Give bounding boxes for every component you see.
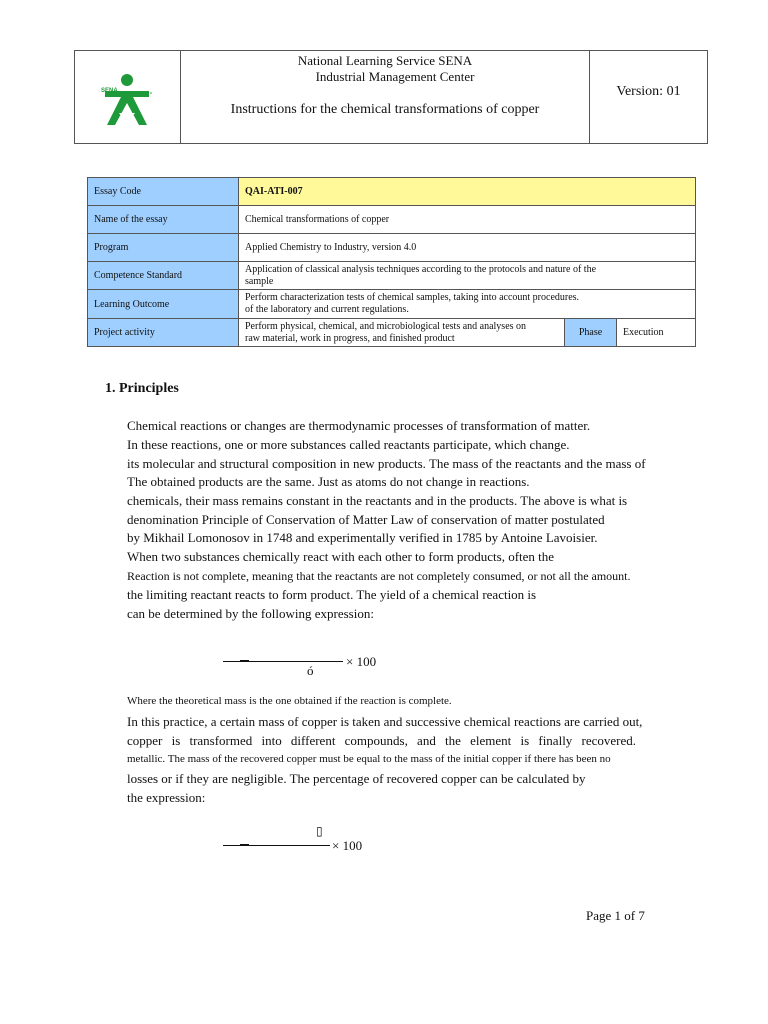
paragraph-line: In this practice, a certain mass of copper is taken and successive chemical reactions are carried out, — [127, 714, 643, 729]
phase-label: Phase — [565, 319, 617, 347]
program-label: Program — [88, 234, 239, 262]
formula-2-symbol: ▯ — [316, 824, 323, 838]
paragraph-line: its molecular and structural composition in new products. The mass of the reactants and the mass of — [127, 456, 646, 471]
paragraph-line: denomination Principle of Conservation of Matter Law of conservation of matter postulated — [127, 512, 605, 527]
section-heading: 1. Principles — [105, 381, 179, 396]
competence-line-1: Application of classical analysis techniques according to the protocols and nature of the — [245, 263, 597, 275]
document-header — [74, 50, 708, 144]
activity-value — [239, 319, 565, 347]
essay-name-value: Chemical transformations of copper — [239, 206, 696, 234]
paragraph-line: copper is transformed into different compounds, and the element is finally recovered. — [127, 733, 636, 748]
theoretical-note: Where the theoretical mass is the one obtained if the reaction is complete. — [127, 695, 452, 707]
phase-value: Execution — [617, 319, 696, 347]
paragraph-line: the expression: — [127, 790, 206, 805]
center-name: Industrial Management Center — [315, 69, 475, 84]
paragraph-line: the limiting reactant reacts to form product. The yield of a chemical reaction is — [127, 587, 537, 602]
paragraph-line: The obtained products are the same. Just as atoms do not change in reactions. — [127, 474, 530, 489]
table-row — [88, 290, 696, 319]
paragraph-line: can be determined by the following expression: — [127, 606, 374, 621]
header-title-cell — [181, 51, 590, 143]
organization-name: National Learning Service SENA — [297, 53, 473, 68]
activity-label: Project activity — [88, 319, 239, 347]
paragraph-line: Reaction is not complete, meaning that the reactants are not completely consumed, or not all the amount. — [127, 569, 631, 583]
paragraph-line: by Mikhail Lomonosov in 1748 and experimentally verified in 1785 by Antoine Lavoisier. — [127, 530, 598, 545]
formula-1-multiplier: × 100 — [346, 654, 377, 669]
essay-code-value: QAI-ATI-007 — [239, 178, 696, 206]
essay-info-table — [87, 177, 696, 347]
logo-text: SENA — [101, 88, 118, 94]
table-row — [88, 234, 696, 262]
formula-2-multiplier: × 100 — [332, 838, 363, 853]
paragraph-line: metallic. The mass of the recovered copper must be equal to the mass of the initial copper if there has been no — [127, 753, 611, 765]
outcome-label: Learning Outcome — [88, 290, 239, 319]
paragraph-line: In these reactions, one or more substances called reactants participate, which change. — [127, 437, 570, 452]
outcome-line-2: of the laboratory and current regulations. — [245, 304, 409, 315]
table-row — [88, 206, 696, 234]
activity-line-1: Perform physical, chemical, and microbiological tests and analyses on — [245, 320, 527, 332]
sena-logo-icon — [75, 51, 181, 145]
activity-line-2: raw material, work in progress, and finished product — [245, 332, 455, 344]
sena-logo-cell — [75, 51, 181, 143]
paragraph-line: When two substances chemically react with each other to form products, often the — [127, 549, 555, 564]
essay-name-label: Name of the essay — [88, 206, 239, 234]
document-title: Instructions for the chemical transformations of copper — [230, 102, 540, 117]
formula-1-denominator: ó — [307, 663, 314, 678]
outcome-line-1: Perform characterization tests of chemical samples, taking into account procedures. — [245, 292, 580, 303]
paragraph-line: losses or if they are negligible. The percentage of recovered copper can be calculated by — [127, 771, 586, 786]
competence-line-2: sample — [245, 275, 274, 287]
page-number: Page 1 of 7 — [586, 908, 645, 923]
fraction-mark — [240, 660, 249, 662]
table-row — [88, 262, 696, 290]
paragraph-line: Chemical reactions or changes are thermodynamic processes of transformation of matter. — [127, 418, 591, 433]
fraction-mark — [240, 844, 249, 846]
table-row — [88, 178, 696, 206]
essay-code-label: Essay Code — [88, 178, 239, 206]
version-cell — [590, 51, 707, 143]
table-row — [88, 319, 696, 347]
paragraph-line: chemicals, their mass remains constant in the reactants and in the products. The above is what is — [127, 493, 628, 508]
competence-value — [239, 262, 696, 290]
program-value: Applied Chemistry to Industry, version 4.0 — [239, 234, 696, 262]
competence-label: Competence Standard — [88, 262, 239, 290]
outcome-value — [239, 290, 696, 319]
version-label: Version: 01 — [616, 84, 681, 99]
